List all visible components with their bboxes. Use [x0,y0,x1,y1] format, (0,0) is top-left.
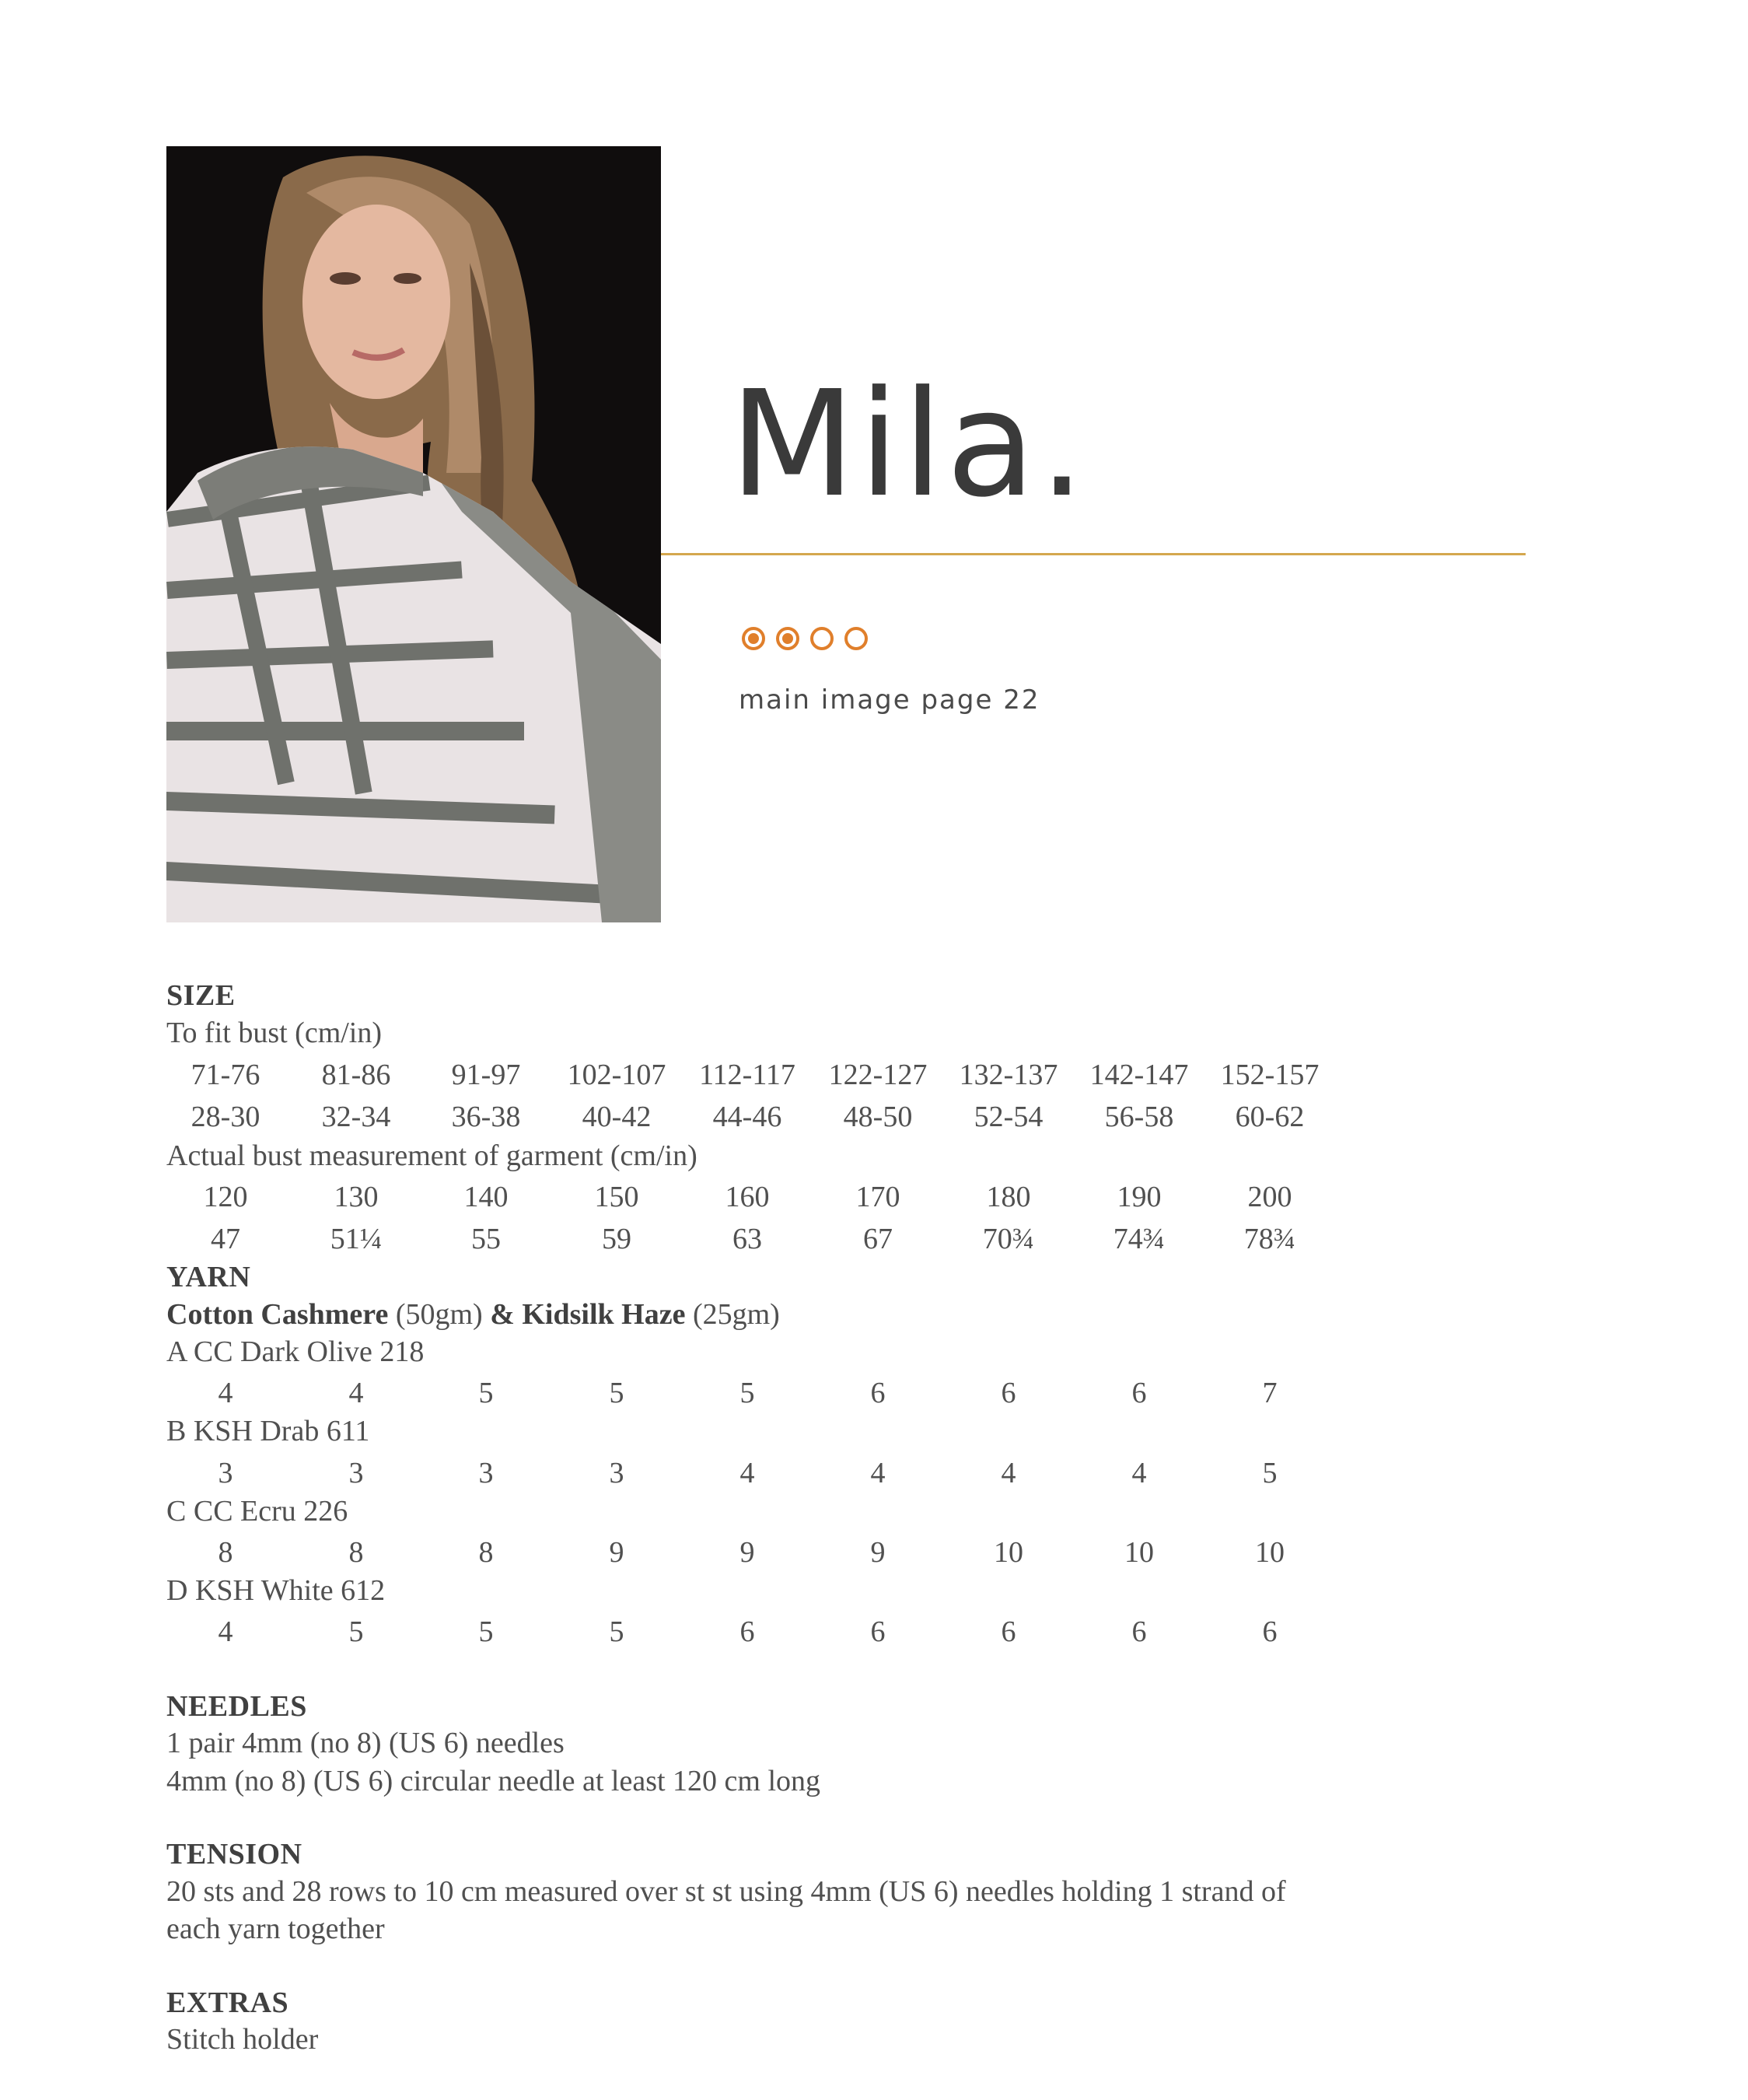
shade-c-label: C CC Ecru 226 [166,1495,348,1528]
yarn-weight: (50gm) [388,1298,491,1331]
fit-bust-label: To fit bust (cm/in) [166,1017,383,1049]
table-cell: 56-58 [1104,1101,1174,1133]
table-cell: 6 [1262,1615,1278,1648]
table-cell: 4 [218,1377,233,1409]
model-photo [166,146,661,922]
shade-a-label: A CC Dark Olive 218 [166,1335,425,1368]
table-cell: 122-127 [828,1059,928,1091]
table-cell: 4 [348,1377,364,1409]
table-cell: 28-30 [191,1101,260,1133]
table-cell: 8 [348,1536,364,1569]
table-cell: 5 [739,1377,755,1409]
table-cell: 142-147 [1089,1059,1189,1091]
table-cell: 3 [609,1457,624,1489]
table-cell: 130 [334,1181,379,1213]
table-cell: 4 [218,1615,233,1648]
shade-a-counts-row [0,1376,1748,1413]
table-cell: 10 [994,1536,1023,1569]
table-cell: 9 [609,1536,624,1569]
difficulty-dot-empty [810,627,834,650]
actual-bust-label: Actual bust measurement of garment (cm/in) [166,1139,697,1172]
table-cell: 132-137 [959,1059,1058,1091]
table-cell: 3 [478,1457,494,1489]
table-cell: 6 [1001,1615,1016,1648]
table-cell: 5 [348,1615,364,1648]
table-cell: 4 [870,1457,886,1489]
table-cell: 5 [478,1615,494,1648]
table-cell: 6 [870,1615,886,1648]
extras-line-1: Stitch holder [166,2023,319,2056]
table-cell: 6 [739,1615,755,1648]
table-cell: 9 [739,1536,755,1569]
table-cell: 5 [478,1377,494,1409]
difficulty-dot-filled [776,627,799,650]
yarn-weight: (25gm) [685,1298,780,1331]
title-underline [661,553,1526,555]
table-cell: 140 [463,1181,509,1213]
pattern-title: Mila. [729,359,1089,530]
table-cell: 10 [1124,1536,1154,1569]
table-cell: 4 [739,1457,755,1489]
table-cell: 10 [1255,1536,1285,1569]
needles-line-2: 4mm (no 8) (US 6) circular needle at least 120 cm long [166,1765,821,1797]
actual-bust-cm-row [0,1180,1748,1217]
table-cell: 36-38 [451,1101,521,1133]
shade-c-counts-row [0,1535,1748,1573]
table-cell: 78¾ [1243,1223,1296,1255]
table-cell: 120 [203,1181,248,1213]
table-cell: 71-76 [191,1059,260,1091]
table-cell: 67 [863,1223,893,1255]
table-cell: 74¾ [1113,1223,1166,1255]
table-cell: 40-42 [582,1101,652,1133]
table-cell: 160 [725,1181,770,1213]
table-cell: 9 [870,1536,886,1569]
yarn-name-kidsilk-haze: Kidsilk Haze [514,1298,686,1331]
yarn-heading: YARN [166,1261,251,1293]
difficulty-rating [742,627,868,650]
actual-bust-in-row [0,1222,1748,1259]
table-cell: 47 [211,1223,240,1255]
needles-line-1: 1 pair 4mm (no 8) (US 6) needles [166,1727,565,1759]
size-heading: SIZE [166,979,236,1012]
table-cell: 91-97 [451,1059,521,1091]
shade-d-label: D KSH White 612 [166,1574,386,1607]
shade-d-counts-row [0,1615,1748,1652]
tension-heading: TENSION [166,1838,302,1871]
table-cell: 190 [1117,1181,1162,1213]
table-cell: 52-54 [974,1101,1044,1133]
table-cell: 7 [1262,1377,1278,1409]
table-cell: 102-107 [567,1059,666,1091]
table-cell: 51¼ [330,1223,383,1255]
extras-heading: EXTRAS [166,1986,289,2019]
difficulty-dot-filled [742,627,765,650]
table-cell: 5 [1262,1457,1278,1489]
table-cell: 55 [471,1223,501,1255]
table-cell: 48-50 [843,1101,913,1133]
table-cell: 70¾ [982,1223,1035,1255]
needles-heading: NEEDLES [166,1690,307,1723]
yarn-name-cotton-cashmere: Cotton Cashmere [166,1298,389,1331]
table-cell: 170 [855,1181,900,1213]
table-cell: 200 [1247,1181,1292,1213]
table-cell: 6 [1131,1377,1147,1409]
fit-bust-cm-row [0,1058,1748,1095]
table-cell: 180 [986,1181,1031,1213]
table-cell: 4 [1001,1457,1016,1489]
table-cell: 4 [1131,1457,1147,1489]
tension-line-2: each yarn together [166,1913,385,1945]
yarn-description [166,1297,780,1332]
table-cell: 60-62 [1235,1101,1305,1133]
fit-bust-in-row [0,1100,1748,1137]
table-cell: 6 [870,1377,886,1409]
table-cell: 3 [218,1457,233,1489]
main-image-page-reference: main image page 22 [739,684,1040,716]
table-cell: 32-34 [321,1101,391,1133]
table-cell: 44-46 [712,1101,782,1133]
table-cell: 59 [602,1223,631,1255]
shade-b-counts-row [0,1456,1748,1493]
table-cell: 6 [1131,1615,1147,1648]
table-cell: 3 [348,1457,364,1489]
yarn-ampersand: & [490,1298,515,1331]
tension-line-1: 20 sts and 28 rows to 10 cm measured over st st using 4mm (US 6) needles holding 1 strand of [166,1875,1286,1908]
table-cell: 112-117 [699,1059,795,1091]
table-cell: 150 [594,1181,639,1213]
table-cell: 8 [478,1536,494,1569]
table-cell: 8 [218,1536,233,1569]
table-cell: 152-157 [1220,1059,1320,1091]
table-cell: 5 [609,1377,624,1409]
difficulty-dot-empty [844,627,868,650]
table-cell: 81-86 [321,1059,391,1091]
table-cell: 63 [732,1223,762,1255]
table-cell: 6 [1001,1377,1016,1409]
table-cell: 5 [609,1615,624,1648]
shade-b-label: B KSH Drab 611 [166,1415,370,1447]
